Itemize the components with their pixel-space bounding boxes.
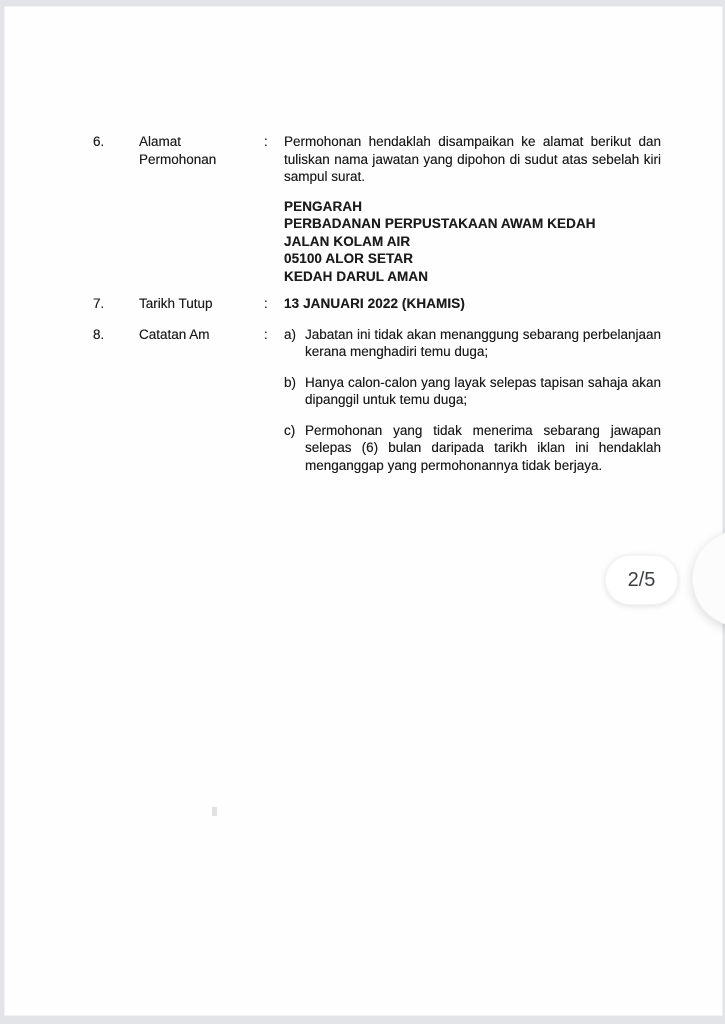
section-colon: : xyxy=(264,326,268,342)
alamat-paragraph: Permohonan hendaklah disampaikan ke alamat berikut dan tuliskan nama jawatan yang dipohon di sudut atas sebelah kiri sampul surat. xyxy=(284,134,661,184)
section-tarikh-tutup xyxy=(93,295,661,313)
section-number: 7. xyxy=(93,296,105,311)
note-text: Permohonan yang tidak menerima sebarang jawapan selepas (6) bulan daripada tarikh iklan ini hendaklah menganggap yang permohonannya tidak berjaya. xyxy=(305,422,661,473)
section-label: Catatan Am xyxy=(139,326,210,342)
section-number: 6. xyxy=(93,134,105,149)
section-catatan-am xyxy=(93,326,661,475)
section-body xyxy=(284,133,661,285)
document-page xyxy=(4,6,723,1016)
note-item-a xyxy=(284,326,661,361)
section-alamat-permohonan xyxy=(93,133,661,285)
document-content xyxy=(93,133,661,474)
address-line: JALAN KOLAM AIR xyxy=(284,233,411,249)
note-marker: c) xyxy=(284,422,296,438)
page-indicator-badge xyxy=(605,555,678,605)
address-line: PENGARAH xyxy=(284,198,363,214)
address-line: KEDAH DARUL AMAN xyxy=(284,268,429,284)
note-marker: a) xyxy=(284,326,297,342)
address-line: 05100 ALOR SETAR xyxy=(284,251,414,266)
scan-speck xyxy=(212,807,217,816)
address-line: PERBADANAN PERPUSTAKAAN AWAM KEDAH xyxy=(284,216,596,231)
page-indicator-label: 2/5 xyxy=(627,568,656,591)
closing-date-value: 13 JANUARI 2022 (KHAMIS) xyxy=(284,296,465,311)
section-colon: : xyxy=(264,134,268,149)
note-text: Hanya calon-calon yang layak selepas tapisan sahaja akan dipanggil untuk temu duga; xyxy=(305,374,661,407)
section-label: Tarikh Tutup xyxy=(139,296,213,311)
note-item-c xyxy=(284,422,661,475)
section-label: Alamat Permohonan xyxy=(139,134,217,167)
note-text: Jabatan ini tidak akan menanggung sebarang perbelanjaan kerana menghadiri temu duga; xyxy=(305,326,661,359)
section-number: 8. xyxy=(93,326,105,342)
note-marker: b) xyxy=(284,374,297,390)
address-block xyxy=(284,198,661,286)
section-colon: : xyxy=(264,296,268,311)
note-item-b xyxy=(284,374,661,409)
